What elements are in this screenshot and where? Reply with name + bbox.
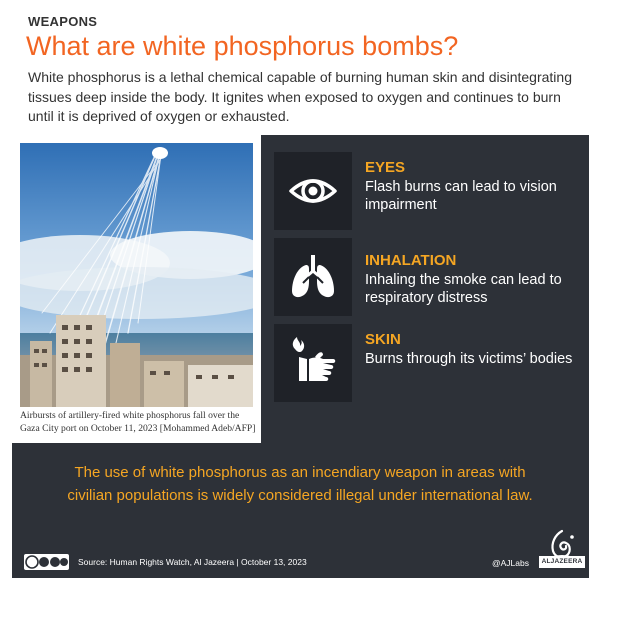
- source-line: Source: Human Rights Watch, Al Jazeera | October 13, 2023: [78, 557, 307, 567]
- section-kicker: WEAPONS: [28, 14, 98, 29]
- effect-inhalation-text: Inhaling the smoke can lead to respiratory distress: [365, 272, 562, 306]
- photo-card: [12, 135, 261, 443]
- effect-inhalation-heading: INHALATION: [365, 252, 457, 269]
- aljazeera-wordmark: ALJAZEERA: [539, 556, 585, 568]
- legal-statement: The use of white phosphorus as an incendiary weapon in areas with civilian populations is widely considered illegal under international law.: [67, 464, 533, 504]
- effect-skin-heading: SKIN: [365, 331, 401, 348]
- creative-commons-icon: [24, 554, 69, 570]
- effect-eyes-text: Flash burns can lead to vision impairment: [365, 179, 557, 213]
- intro-paragraph: White phosphorus is a lethal chemical capable of burning human skin and disintegrating tissues deep inside the body. It ignites when exposed to oxygen and continues to burn until it is deprived of oxygen or exhausted.: [28, 69, 572, 124]
- effect-skin-text: Burns through its victims’ bodies: [365, 351, 573, 367]
- photo-caption: Airbursts of artillery-fired white phosphorus fall over the Gaza City port on October 11, 2023 [Mohammed Adeb/AFP]: [20, 410, 256, 434]
- effect-eyes: [274, 152, 574, 230]
- footer: [12, 548, 589, 578]
- effect-eyes-heading: EYES: [365, 159, 406, 176]
- page-title: What are white phosphorus bombs?: [26, 31, 459, 61]
- effect-skin: [274, 324, 574, 402]
- eye-icon: [274, 152, 352, 230]
- phosphorus-photo: [20, 143, 253, 407]
- burning-hand-icon: [274, 324, 352, 402]
- effect-inhalation: [274, 238, 574, 316]
- lungs-icon: [274, 238, 352, 316]
- ajlabs-handle: @AJLabs: [492, 558, 529, 568]
